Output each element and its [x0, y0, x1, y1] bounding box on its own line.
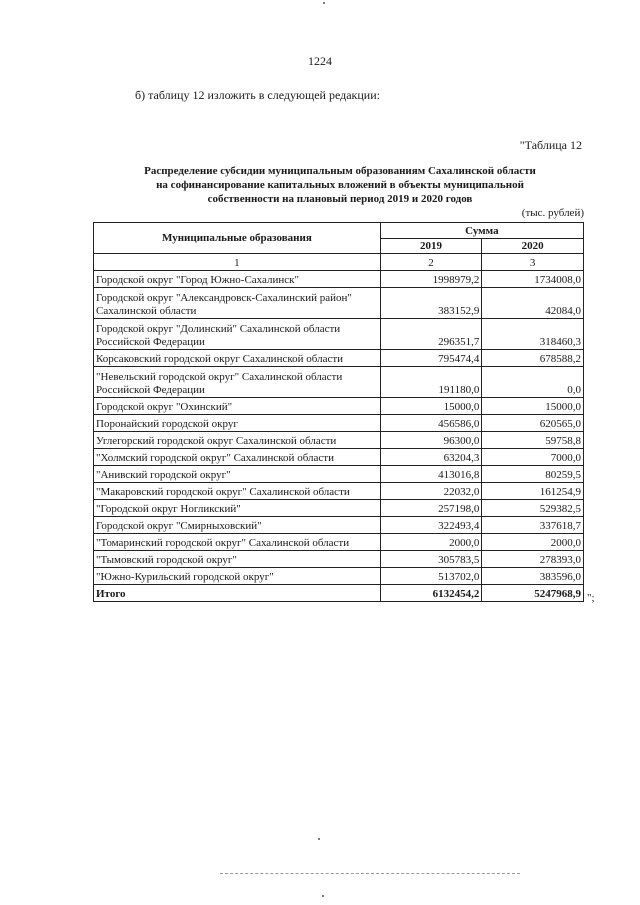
table-row: [94, 288, 584, 319]
value-2020: 529382,5: [482, 500, 584, 517]
value-2020: 620565,0: [482, 415, 584, 432]
value-2020: 318460,3: [482, 319, 584, 350]
header-municipalities: Муниципальные образования: [94, 223, 381, 254]
table-row: [94, 415, 584, 432]
total-2020: 5247968,9: [482, 585, 584, 602]
closing-quote: ";: [587, 592, 595, 604]
value-2020: 59758,8: [482, 432, 584, 449]
municipality-name: Городской округ "Город Южно-Сахалинск": [94, 271, 381, 288]
value-2019: 191180,0: [380, 367, 482, 398]
table-row: [94, 517, 584, 534]
table-row: [94, 319, 584, 350]
municipality-name: Поронайский городской округ: [94, 415, 381, 432]
municipality-name: "Макаровский городской округ" Сахалинской области: [94, 483, 381, 500]
municipality-name: Углегорский городской округ Сахалинской области: [94, 432, 381, 449]
value-2019: 322493,4: [380, 517, 482, 534]
scan-dot: [322, 895, 324, 897]
value-2019: 2000,0: [380, 534, 482, 551]
table-label: "Таблица 12: [519, 138, 582, 152]
municipality-name: Корсаковский городской округ Сахалинской области: [94, 350, 381, 367]
municipality-name: Городской округ "Охинский": [94, 398, 381, 415]
subsidy-table: [93, 222, 584, 602]
title-line-1: Распределение субсидии муниципальным образованиям Сахалинской области: [144, 165, 536, 177]
municipality-name: "Холмский городской округ" Сахалинской области: [94, 449, 381, 466]
value-2019: 305783,5: [380, 551, 482, 568]
municipality-name: "Тымовский городской округ": [94, 551, 381, 568]
table-row: [94, 271, 584, 288]
value-2019: 15000,0: [380, 398, 482, 415]
value-2020: 1734008,0: [482, 271, 584, 288]
value-2020: 15000,0: [482, 398, 584, 415]
value-2019: 1998979,2: [380, 271, 482, 288]
value-2019: 383152,9: [380, 288, 482, 319]
value-2020: 161254,9: [482, 483, 584, 500]
municipality-name: Городской округ "Смирныховский": [94, 517, 381, 534]
table-row: [94, 534, 584, 551]
scan-dot: [323, 2, 325, 4]
total-row: [94, 585, 584, 602]
value-2020: 7000,0: [482, 449, 584, 466]
municipality-name: "Невельский городской округ" Сахалинской области Российской Федерации: [94, 367, 381, 398]
value-2020: 678588,2: [482, 350, 584, 367]
value-2019: 22032,0: [380, 483, 482, 500]
value-2019: 413016,8: [380, 466, 482, 483]
value-2020: 383596,0: [482, 568, 584, 585]
table-row: [94, 432, 584, 449]
value-2019: 296351,7: [380, 319, 482, 350]
value-2020: 2000,0: [482, 534, 584, 551]
table-row: [94, 367, 584, 398]
value-2019: 257198,0: [380, 500, 482, 517]
table-row: [94, 449, 584, 466]
header-year-2019: 2019: [380, 238, 482, 254]
municipality-name: "Томаринский городской округ" Сахалинской области: [94, 534, 381, 551]
value-2019: 63204,3: [380, 449, 482, 466]
table-row: [94, 466, 584, 483]
scan-dot: [318, 838, 320, 840]
title-line-2: на софинансирование капитальных вложений в объекты муниципальной: [156, 179, 524, 191]
value-2020: 278393,0: [482, 551, 584, 568]
value-2020: 80259,5: [482, 466, 584, 483]
title-line-3: собственности на плановый период 2019 и 2020 годов: [207, 193, 473, 205]
unit-label: (тыс. рублей): [521, 207, 584, 219]
value-2020: 42084,0: [482, 288, 584, 319]
total-label: Итого: [94, 585, 381, 602]
document-title: [100, 164, 580, 206]
table-row: [94, 500, 584, 517]
municipality-name: "Анивский городской округ": [94, 466, 381, 483]
column-index-2: 2: [380, 254, 482, 271]
header-sum: Сумма: [380, 223, 583, 239]
municipality-name: Городской округ "Александровск-Сахалинский район" Сахалинской области: [94, 288, 381, 319]
table-row: [94, 483, 584, 500]
column-index-1: 1: [94, 254, 381, 271]
table-row: [94, 568, 584, 585]
value-2019: 513702,0: [380, 568, 482, 585]
municipality-name: "Южно-Курильский городской округ": [94, 568, 381, 585]
total-2019: 6132454,2: [380, 585, 482, 602]
value-2019: 795474,4: [380, 350, 482, 367]
value-2019: 456586,0: [380, 415, 482, 432]
page-number: 1224: [308, 54, 332, 68]
municipality-name: Городской округ "Долинский" Сахалинской области Российской Федерации: [94, 319, 381, 350]
table-row: [94, 350, 584, 367]
value-2020: 337618,7: [482, 517, 584, 534]
table-row: [94, 551, 584, 568]
value-2020: 0,0: [482, 367, 584, 398]
municipality-name: "Городской округ Ногликский": [94, 500, 381, 517]
value-2019: 96300,0: [380, 432, 482, 449]
header-year-2020: 2020: [482, 238, 584, 254]
intro-text: б) таблицу 12 изложить в следующей редакции:: [135, 88, 380, 102]
table-row: [94, 398, 584, 415]
column-index-3: 3: [482, 254, 584, 271]
scan-edge-line: [220, 873, 520, 875]
